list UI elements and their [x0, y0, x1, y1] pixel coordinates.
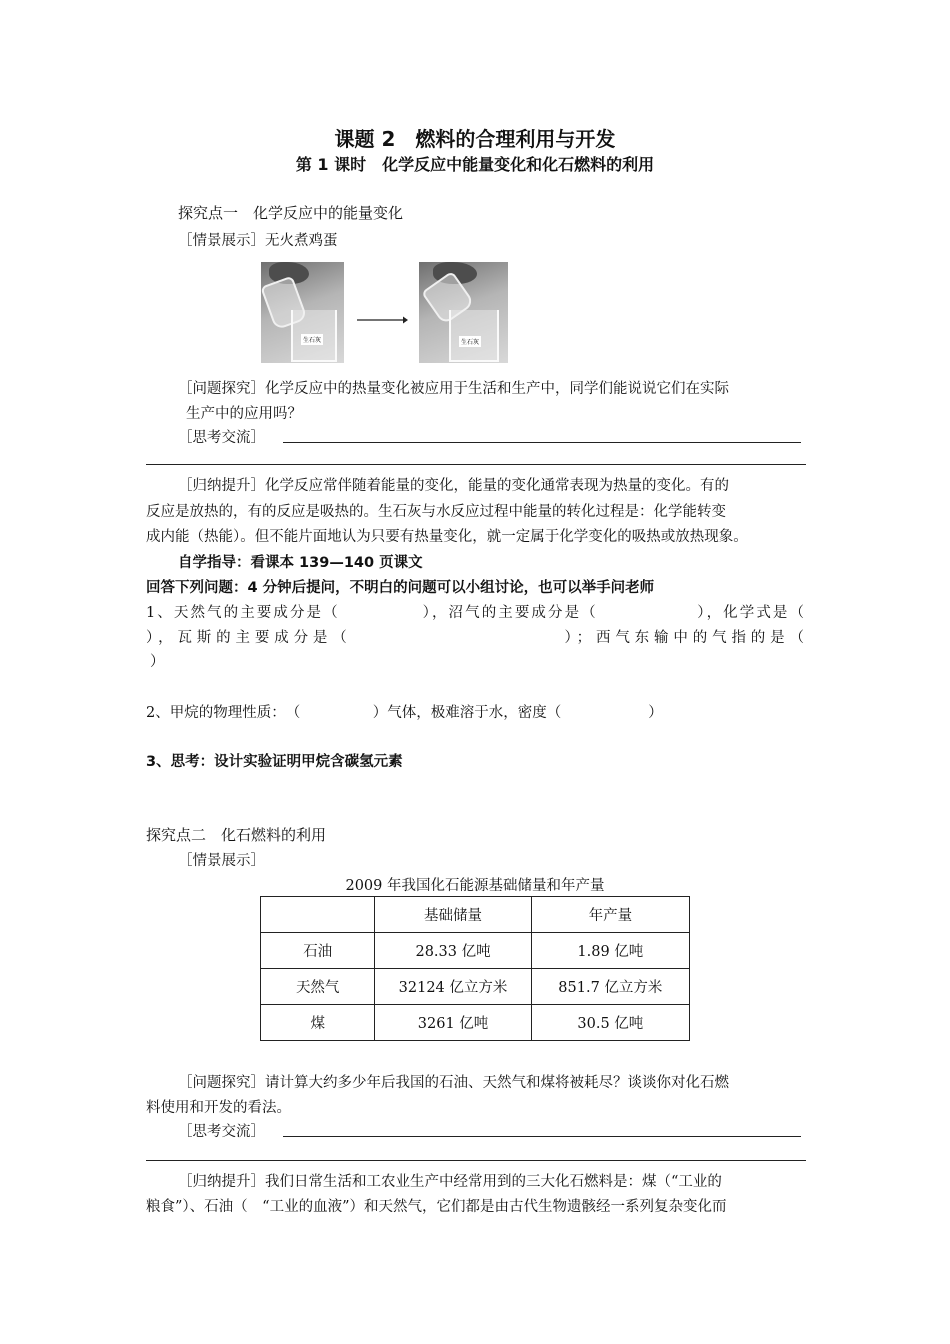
question-text: 化学反应中的热量变化被应用于生活和生产中，同学们能说说它们在实际: [265, 381, 729, 397]
scene-text: 无火煮鸡蛋: [265, 233, 338, 249]
question-1-cont: ），瓦斯的主要成分是（ ）；西气东输中的气指的是（: [146, 630, 804, 646]
section2-heading: 探究点二 化石燃料的利用: [146, 826, 327, 844]
table-cell: 32124 亿立方米: [375, 969, 531, 1005]
answer-line: [283, 442, 801, 443]
question-1-end: ）: [150, 654, 165, 670]
summary-2: [178, 1170, 722, 1191]
table-cell: 30.5 亿吨: [531, 1005, 689, 1041]
table-cell: 石油: [261, 933, 375, 969]
question-text-cont: 生产中的应用吗？: [186, 406, 302, 422]
scene-tag: ［情景展示］: [178, 853, 265, 869]
table-header-cell: [261, 897, 375, 933]
table-row: [261, 969, 690, 1005]
page-title: 课题 2 燃料的合理利用与开发: [334, 127, 616, 151]
section1-heading: 探究点一 化学反应中的能量变化: [178, 204, 404, 222]
table-cell: 1.89 亿吨: [531, 933, 689, 969]
table-cell: 天然气: [261, 969, 375, 1005]
summary-tag: ［归纳提升］: [178, 1174, 265, 1190]
answer-line: [146, 464, 806, 465]
scene-display-row: [178, 229, 338, 250]
quicklime-label: 生石灰: [459, 336, 481, 347]
table-cell: 煤: [261, 1005, 375, 1041]
page-subtitle: 第 1 课时 化学反应中能量变化和化石燃料的利用: [295, 155, 655, 174]
table-cell: 851.7 亿立方米: [531, 969, 689, 1005]
arrow-right-icon: [355, 314, 409, 326]
quicklime-label: 生石灰: [301, 334, 323, 345]
table-cell: 28.33 亿吨: [375, 933, 531, 969]
think-tag: ［思考交流］: [178, 1124, 265, 1140]
energy-table: [260, 896, 690, 1041]
question-text-cont: 料使用和开发的看法。: [146, 1100, 291, 1116]
question-2: 2、甲烷的物理性质： （ ）气体，极难溶于水，密度（ ）: [146, 705, 663, 721]
answer-line: [283, 1136, 801, 1137]
question-tag: ［问题探究］: [178, 381, 265, 397]
question-explore-2: [178, 1071, 729, 1092]
answer-line: [146, 1160, 806, 1161]
summary-text: 成内能（热能）。但不能片面地认为只要有热量变化，就一定属于化学变化的吸热或放热现象。: [146, 529, 748, 545]
table-header-row: [261, 897, 690, 933]
summary-text: 粮食”）、石油（ “工业的血液”）和天然气，它们都是由古代生物遗骸经一系列复杂变化而: [146, 1199, 727, 1215]
table-row: [261, 933, 690, 969]
question-explore-1: [178, 377, 729, 398]
experiment-photo-after: [419, 262, 508, 363]
summary-text: 化学反应常伴随着能量的变化，能量的变化通常表现为热量的变化。有的: [265, 478, 729, 494]
self-study-guide: 自学指导：看课本 139—140 页课文: [178, 555, 423, 571]
question-1: 1、天然气的主要成分是（ ），沼气的主要成分是（ ），化学式是（: [146, 605, 804, 621]
question-text: 请计算大约多少年后我国的石油、天然气和煤将被耗尽？谈谈你对化石燃: [265, 1075, 729, 1091]
summary-text: 反应是放热的，有的反应是吸热的。生石灰与水反应过程中能量的转化过程是：化学能转变: [146, 504, 726, 520]
think-tag: ［思考交流］: [178, 430, 265, 446]
summary-1: [178, 474, 729, 495]
scene-tag: ［情景展示］: [178, 233, 265, 249]
table-row: [261, 1005, 690, 1041]
question-3: 3、思考：设计实验证明甲烷含碳氢元素: [146, 754, 403, 770]
table-caption: 2009 年我国化石能源基础储量和年产量: [345, 878, 605, 894]
answer-prompt: 回答下列问题：4 分钟后提问，不明白的问题可以小组讨论，也可以举手问老师: [146, 580, 655, 596]
table-header-cell: 基础储量: [375, 897, 531, 933]
summary-tag: ［归纳提升］: [178, 478, 265, 494]
table-cell: 3261 亿吨: [375, 1005, 531, 1041]
summary-text: 我们日常生活和工农业生产中经常用到的三大化石燃料是：煤（“工业的: [265, 1174, 722, 1190]
question-tag: ［问题探究］: [178, 1075, 265, 1091]
experiment-photo-before: [261, 262, 344, 363]
table-header-cell: 年产量: [531, 897, 689, 933]
